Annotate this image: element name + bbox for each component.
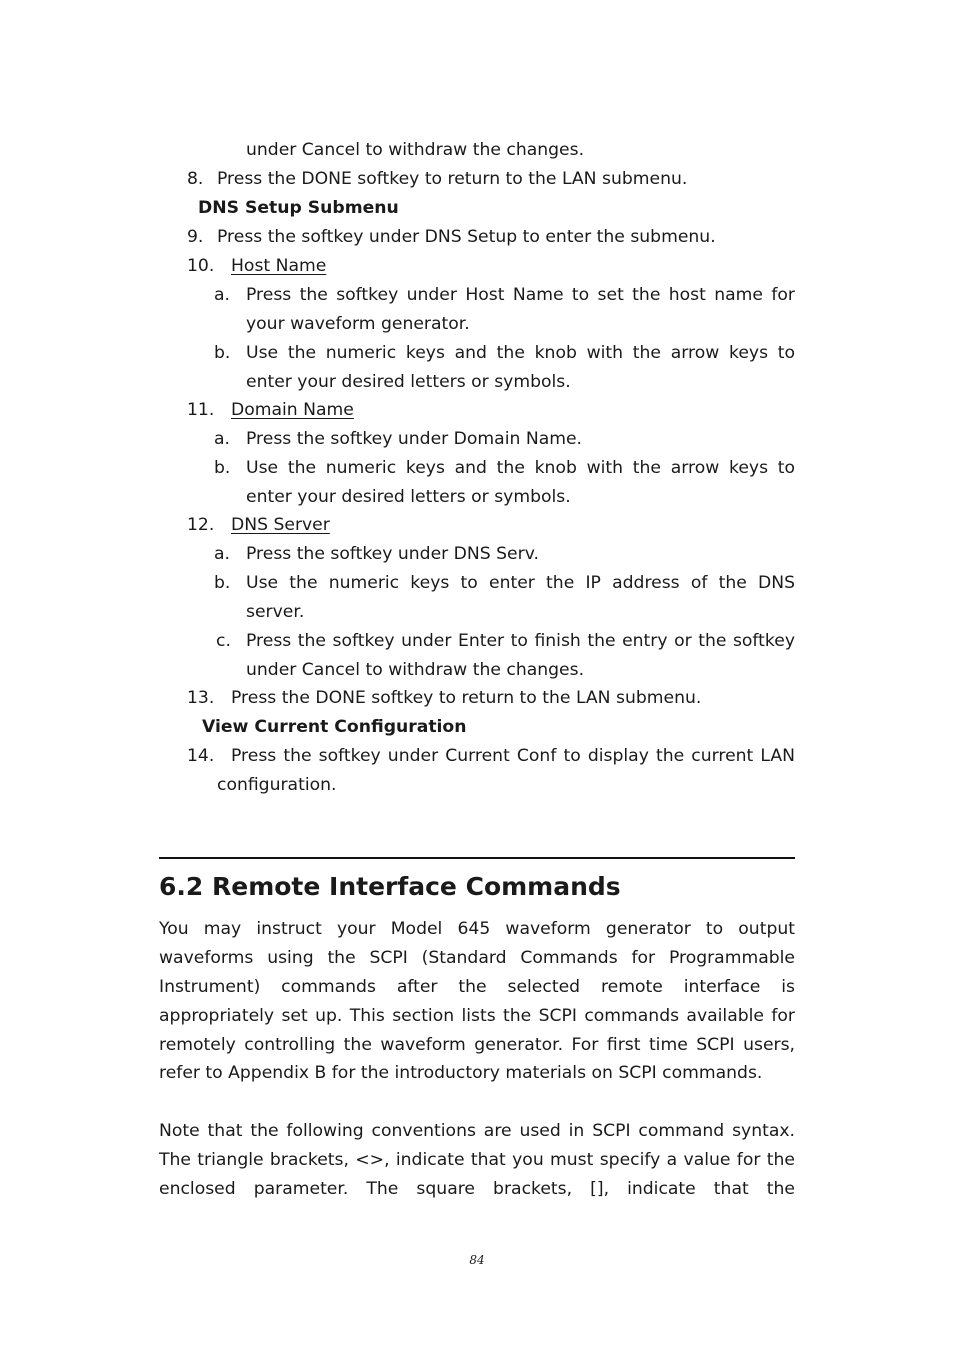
- substep-text: enter your desired letters or symbols.: [246, 372, 571, 392]
- substep-text: Use the numeric keys and the knob with the arrow keys to: [246, 458, 795, 478]
- step-number: 11.: [187, 400, 215, 420]
- step-title: DNS Server: [231, 515, 330, 535]
- continuation-text: under Cancel to withdraw the changes.: [246, 140, 585, 160]
- substep-text: your waveform generator.: [246, 314, 470, 334]
- substep-text: Press the softkey under DNS Serv.: [246, 544, 539, 564]
- step-title: Host Name: [231, 256, 327, 276]
- step-text: Press the softkey under Current Conf to display the current LAN: [231, 746, 795, 766]
- substep-text: server.: [246, 602, 305, 622]
- step-text: configuration.: [217, 775, 337, 795]
- substep-text: Use the numeric keys and the knob with the arrow keys to: [246, 343, 795, 363]
- substep-text: enter your desired letters or symbols.: [246, 487, 571, 507]
- step-title: Domain Name: [231, 400, 354, 420]
- paragraph-line: remotely controlling the waveform generator. For first time SCPI users,: [159, 1035, 795, 1055]
- paragraph-line: enclosed parameter. The square brackets, [], indicate that the: [159, 1179, 795, 1199]
- paragraph-line: Note that the following conventions are used in SCPI command syntax.: [159, 1121, 795, 1141]
- paragraph-line: refer to Appendix B for the introductory materials on SCPI commands.: [159, 1063, 763, 1083]
- step-text: Press the DONE softkey to return to the LAN submenu.: [231, 688, 702, 708]
- step-text: Press the softkey under DNS Setup to enter the submenu.: [217, 227, 716, 247]
- substep-letter: c.: [216, 631, 231, 651]
- paragraph-line: appropriately set up. This section lists the SCPI commands available for: [159, 1006, 795, 1026]
- paragraph-line: You may instruct your Model 645 waveform generator to output: [159, 919, 795, 939]
- section-divider: [159, 857, 795, 859]
- page-number: 84: [469, 1253, 485, 1267]
- substep-text: under Cancel to withdraw the changes.: [246, 660, 585, 680]
- step-number: 8.: [187, 169, 204, 189]
- substep-letter: a.: [214, 285, 230, 305]
- paragraph-line: The triangle brackets, <>, indicate that you must specify a value for the: [159, 1150, 795, 1170]
- paragraph-line: Instrument) commands after the selected remote interface is: [159, 977, 795, 997]
- subsection-heading: View Current Configuration: [202, 717, 467, 737]
- step-number: 14.: [187, 746, 215, 766]
- substep-text: Use the numeric keys to enter the IP address of the DNS: [246, 573, 795, 593]
- step-text: Press the DONE softkey to return to the LAN submenu.: [217, 169, 688, 189]
- substep-letter: b.: [214, 573, 231, 593]
- substep-text: Press the softkey under Enter to finish the entry or the softkey: [246, 631, 795, 651]
- substep-letter: b.: [214, 458, 231, 478]
- substep-letter: a.: [214, 544, 230, 564]
- step-number: 10.: [187, 256, 215, 276]
- substep-letter: b.: [214, 343, 231, 363]
- step-number: 9.: [187, 227, 204, 247]
- step-number: 13.: [187, 688, 215, 708]
- section-title: 6.2 Remote Interface Commands: [159, 872, 621, 901]
- substep-text: Press the softkey under Host Name to set the host name for: [246, 285, 795, 305]
- paragraph-line: waveforms using the SCPI (Standard Commands for Programmable: [159, 948, 795, 968]
- step-number: 12.: [187, 515, 215, 535]
- subsection-heading: DNS Setup Submenu: [198, 198, 399, 218]
- substep-text: Press the softkey under Domain Name.: [246, 429, 583, 449]
- substep-letter: a.: [214, 429, 230, 449]
